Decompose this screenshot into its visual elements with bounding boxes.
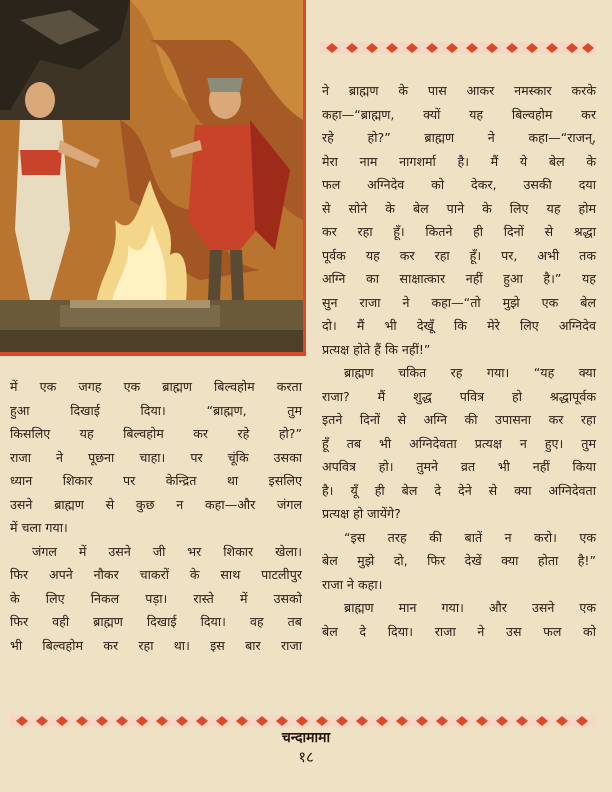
text-line: रहे हो?” ब्राह्मण ने कहा—“राजन्, (322, 130, 596, 145)
text-line: जंगल में उसने जी भर शिकार खेला। (32, 543, 302, 559)
right-text-column (322, 79, 596, 643)
text-line: ध्यान शिकार पर केन्द्रित था इसलिए (10, 473, 302, 488)
text-line: उसने ब्राह्मण से कुछ न कहा—और जंगल (10, 496, 302, 512)
text-line: से सोने के बेल पाने के लिए यह होम (322, 200, 596, 216)
text-line: है। यूँ ही बेल दे देने से क्या अग्निदेवता (322, 482, 596, 498)
story-illustration (0, 0, 306, 356)
text-line: दो। मैं भी देखूँ कि मेरे लिए अग्निदेव (322, 318, 596, 333)
text-line: बेल मुझे दो, फिर देखें क्या होता है!” (322, 553, 596, 568)
text-line: ब्राह्मण मान गया। और उसने एक (344, 600, 596, 615)
text-line: राजा ने कहा। (322, 576, 383, 592)
left-text-column (10, 375, 302, 657)
text-line: में एक जगह एक ब्राह्मण बिल्वहोम करता (10, 379, 302, 394)
text-line: मेरा नाम नागशर्मा है। मैं ये बेल के (322, 153, 596, 169)
page-number: १८ (298, 748, 314, 766)
text-line: राजा? मैं शुद्ध पवित्र हो श्रद्धापूर्वक (322, 388, 596, 404)
text-line: किसलिए यह बिल्वहोम कर रहे हो?” (10, 426, 302, 441)
text-line: फिर वही ब्राह्मण दिखाई दिया। वह तब (10, 614, 302, 629)
text-line: प्रत्यक्ष होते हैं कि नहीं!” (322, 341, 431, 357)
ornament-border-icon (320, 42, 596, 54)
text-line: के लिए निकल पड़ा। रास्ते में उसको (10, 590, 302, 606)
text-line: भी बिल्वहोम कर रहा था। इस बार राजा (10, 637, 302, 653)
text-line: में चला गया। (10, 520, 68, 535)
text-line: ने ब्राह्मण के पास आकर नमस्कार करके (322, 83, 596, 98)
text-line: पूर्वक यह कर रहा हूँ। पर, अभी तक (322, 247, 596, 263)
text-line: अपवित्र हो। तुमने व्रत भी नहीं किया (322, 459, 596, 474)
decorative-border-top (320, 42, 596, 54)
text-line: राजा ने पूछना चाहा। पर चूंकि उसका (10, 449, 302, 465)
text-line: फिर अपने नौकर चाकरों के साथ पाटलीपुर (10, 567, 302, 582)
illustration-brahmin-king-fire-icon (0, 0, 303, 352)
text-line: अग्नि का साक्षात्कार नहीं हुआ है।” यह (322, 271, 596, 286)
text-line: कर रहा हूँ। कितने ही दिनों से श्रद्धा (322, 224, 596, 239)
text-line: बेल दे दिया। राजा ने उस फल को (322, 623, 596, 639)
text-line: “इस तरह की बातें न करो। एक (344, 529, 596, 545)
text-line: हुआ दिखाई दिया। “ब्राह्मण, तुम (10, 402, 302, 418)
text-line: हूँ तब भी अग्निदेवता प्रत्यक्ष न हुए। तुम (322, 435, 596, 451)
ornament-border-icon (10, 715, 596, 727)
magazine-title: चन्दामामा (281, 730, 331, 746)
text-line: इतने दिनों से अग्नि की उपासना कर रहा (322, 412, 596, 427)
text-line: फल अग्निदेव को देकर, उसकी दया (322, 177, 596, 192)
text-line: प्रत्यक्ष हो जायेंगे? (322, 506, 401, 521)
decorative-border-bottom (10, 715, 596, 727)
text-line: ब्राह्मण चकित रह गया। “यह क्या (344, 365, 596, 380)
text-line: सुन राजा ने कहा—“तो मुझे एक बेल (322, 294, 596, 310)
text-line: कहा—“ब्राह्मण, क्यों यह बिल्वहोम कर (322, 106, 596, 122)
